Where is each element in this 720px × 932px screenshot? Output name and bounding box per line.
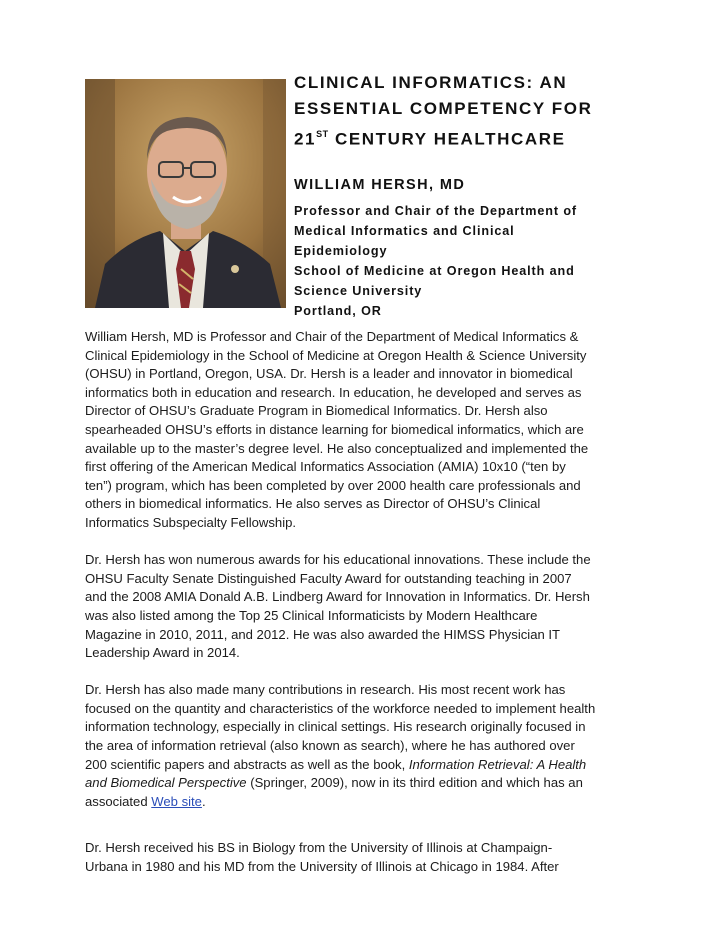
- author-affiliation: [294, 201, 654, 321]
- title-line: [294, 122, 654, 153]
- text-line: was also listed among the Top 25 Clinical Informaticists by Modern Healthcare: [85, 607, 538, 623]
- text-line: and the 2008 AMIA Donald A.B. Lindberg Award for Innovation in Informatics. Dr. Hersh: [85, 589, 590, 605]
- text-line: Leadership Award in 2014.: [85, 645, 240, 661]
- text-line: informatics both in education and research. In education, he developed and serves as: [85, 384, 582, 400]
- text-line: the area of information retrieval (also known as search), where he has authored over: [85, 738, 575, 754]
- document-header: [294, 70, 654, 321]
- title-line-rest: CENTURY HEALTHCARE: [328, 129, 566, 149]
- book-title: Information Retrieval: A Health: [408, 756, 587, 772]
- text-line: Clinical Epidemiology in the School of Medicine at Oregon Health & Science University: [85, 347, 587, 363]
- text-run: .: [201, 793, 206, 809]
- affiliation-line: Portland, OR: [294, 303, 382, 318]
- affiliation-line: Medical Informatics and Clinical: [294, 223, 515, 238]
- title-line: CLINICAL INFORMATICS: AN: [294, 73, 568, 92]
- text-line: [85, 794, 206, 809]
- paragraph-intro: [85, 328, 645, 533]
- book-title: and Biomedical Perspective: [85, 775, 247, 791]
- text-line: first offering of the American Medical Informatics Association (AMIA) 10x10 (“ten by: [85, 459, 566, 475]
- text-line: focused on the quantity and characteristics of the workforce needed to implement health: [85, 700, 596, 716]
- affiliation-line: School of Medicine at Oregon Health and: [294, 263, 575, 278]
- text-run: associated: [85, 793, 152, 809]
- text-line: Dr. Hersh has also made many contributions in research. His most recent work has: [85, 682, 566, 698]
- text-line: Magazine in 2010, 2011, and 2012. He was also awarded the HIMSS Physician IT: [85, 626, 561, 642]
- document-title: [294, 70, 654, 153]
- text-run: (Springer, 2009), now in its third edition and which has an: [246, 775, 583, 791]
- author-name: WILLIAM HERSH, MD: [294, 176, 466, 193]
- web-site-link[interactable]: Web site: [151, 793, 202, 809]
- paragraph-awards: [85, 551, 645, 663]
- text-line: others in biomedical informatics. He also serves as Director of OHSU’s Clinical: [85, 496, 541, 512]
- text-line: information technology, especially in clinical settings. His research originally focused in: [85, 719, 586, 735]
- portrait-photo: [85, 79, 286, 308]
- text-line: William Hersh, MD is Professor and Chair of the Department of Medical Informatics &: [85, 329, 579, 344]
- title-line: ESSENTIAL COMPETENCY FOR: [294, 99, 593, 118]
- affiliation-line: Epidemiology: [294, 243, 388, 258]
- title-superscript: ST: [316, 129, 329, 139]
- text-line: Dr. Hersh has won numerous awards for his educational innovations. These include the: [85, 552, 591, 568]
- text-line: [85, 757, 586, 772]
- paragraph-education: [85, 839, 645, 876]
- document-body: [85, 328, 645, 877]
- affiliation-line: Professor and Chair of the Department of: [294, 203, 578, 218]
- affiliation-line: Science University: [294, 283, 423, 298]
- text-line: OHSU Faculty Senate Distinguished Faculty Award for outstanding teaching in 2007: [85, 570, 572, 586]
- text-line: (OHSU) in Portland, Oregon, USA. Dr. Hersh is a leader and innovator in biomedical: [85, 366, 573, 382]
- text-line: Informatics Subspecialty Fellowship.: [85, 514, 297, 530]
- text-line: Dr. Hersh received his BS in Biology from the University of Illinois at Champaign-: [85, 840, 553, 856]
- text-line: spearheaded OHSU’s efforts in distance learning for biomedical informatics, which are: [85, 421, 584, 437]
- text-line: [85, 775, 583, 790]
- text-run: 200 scientific papers and abstracts as well as the book,: [85, 756, 409, 772]
- paragraph-research: [85, 681, 645, 811]
- text-line: ten”) program, which has been completed by over 2000 health care professionals and: [85, 477, 581, 493]
- text-line: Director of OHSU’s Graduate Program in Biomedical Informatics. Dr. Hersh also: [85, 403, 548, 419]
- title-number: 21: [294, 129, 317, 149]
- text-line: Urbana in 1980 and his MD from the University of Illinois at Chicago in 1984. After: [85, 859, 559, 875]
- text-line: available up to the master’s degree level. He also conceptualized and implemented the: [85, 440, 589, 456]
